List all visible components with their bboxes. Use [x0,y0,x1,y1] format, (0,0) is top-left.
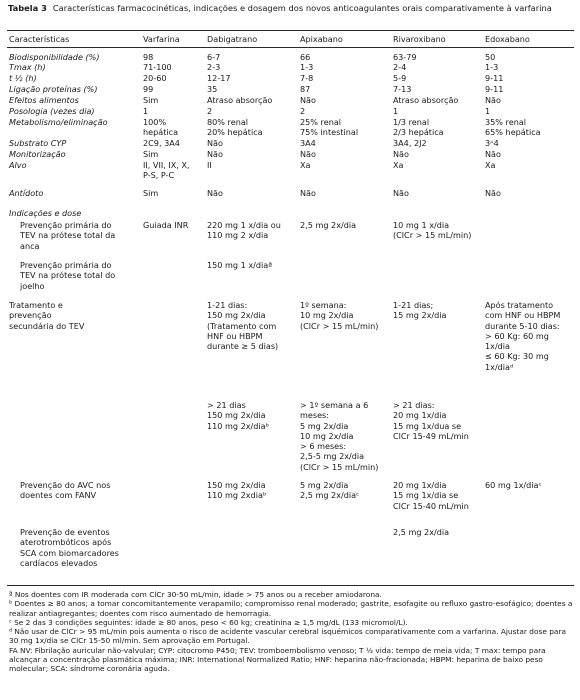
cell-apixabano: Não [300,95,316,105]
cell-dabigatrano: 150 mg 1 x/diaª [207,260,273,270]
cell-apixabano: 1º semana: 10 mg 2x/dia (ClCr > 15 mL/min) [300,300,379,331]
cell-rivaroxibano: Não [393,149,409,159]
cell-characteristic: Prevenção primária do TEV na prótese total da anca [20,220,116,251]
cell-apixabano: 7-8 [300,73,314,83]
cell-dabigatrano: 2-3 [207,62,221,72]
cell-apixabano: 2 [300,106,306,116]
cell-rivaroxibano: Atraso absorção [393,95,459,105]
cell-characteristic: Substrato CYP [9,138,67,148]
cell-varfarina: Sim [143,95,159,105]
cell-dabigatrano: 150 mg 2x/dia 110 mg 2xdiaᵇ [207,480,267,501]
cell-apixabano: Xa [300,160,311,170]
cell-edoxabano: 9-11 [485,84,504,94]
cell-apixabano: > 1º semana a 6 meses: 5 mg 2x/dia 10 mg 2x/dia > 6 meses: 2,5-5 mg 2x/dia (ClCr > 15 mL/min) [300,400,379,472]
cell-dabigatrano: Atraso absorção [207,95,273,105]
table-caption [8,3,574,14]
cell-dabigatrano: Não [207,149,223,159]
cell-dabigatrano: Não [207,138,223,148]
cell-rivaroxibano: Xa [393,160,404,170]
cell-edoxabano: Não [485,95,501,105]
cell-apixabano: 3A4 [300,138,316,148]
cell-apixabano: 66 [300,52,311,62]
cell-edoxabano: 1-3 [485,62,499,72]
footnote-c: ᶜ Se 2 das 3 condições seguintes: idade ≥ 80 anos, peso < 60 kg; creatinina ≥ 1,5 mg/dL (133 micromol/L). [9,617,408,627]
table-title: Características farmacocinéticas, indicações e dosagem dos novos anticoagulantes orais comparativamente à varfarina [52,3,552,13]
cell-varfarina: 71-100 [143,62,172,72]
cell-dabigatrano: 80% renal 20% hepática [207,117,263,138]
cell-rivaroxibano: 1 [393,106,399,116]
cell-rivaroxibano: Não [393,188,409,198]
cell-edoxabano: Após tratamento com HNF ou HBPM durante 5-10 dias: > 60 Kg: 60 mg 1x/dia ≤ 60 Kg: 30 mg 1x/diaᵈ [485,300,561,372]
cell-varfarina: 20-60 [143,73,167,83]
cell-characteristic: Posologia (vezes dia) [9,106,95,116]
cell-varfarina: 2C9, 3A4 [143,138,180,148]
cell-characteristic: t ½ (h) [9,73,37,83]
cell-edoxabano: Não [485,188,501,198]
cell-characteristic: Tmax (h) [9,62,46,72]
cell-edoxabano: 50 [485,52,496,62]
cell-rivaroxibano: 7-13 [393,84,412,94]
footnote-a: ª Nos doentes com IR moderada com ClCr 30-50 mL/min, idade > 75 anos ou a receber amiodarona. [9,590,382,599]
footnote-b: ᵇ Doentes ≥ 80 anos; a tomar concomitantemente verapamilo; compromisso renal moderado; gastrite, esofagite ou refluxo gastro-esofágico; doentes a realizar antiagregantes; doentes com risco aumentado de hemorragia. [9,599,573,618]
cell-varfarina: Sim [143,149,159,159]
cell-edoxabano: 60 mg 1x/diaᶜ [485,480,542,490]
header-apixabano: Apixabano [300,34,343,44]
cell-edoxabano: Xa [485,160,496,170]
cell-characteristic: Prevenção de eventos aterotrombóticos após SCA com biomarcadores cardíacos elevados [20,527,119,568]
header-dabigatrano: Dabigatrano [207,34,258,44]
cell-rivaroxibano: 2-4 [393,62,407,72]
footnote-d: ᵈ Não usar de ClCr > 95 mL/min pois aumenta o risco de acidente vascular cerebral isquémicos comparativamente com a varfarina. Ajustar dose para 30 mg 1x/dia se ClCr 15-50 ml/min. Sem aprovação em Portugal. [9,627,567,646]
cell-varfarina: 98 [143,52,154,62]
cell-dabigatrano: > 21 dias 150 mg 2x/dia 110 mg 2x/diaᵇ [207,400,270,431]
cell-rivaroxibano: 3A4, 2J2 [393,138,427,148]
cell-dabigatrano: Não [207,188,223,198]
cell-apixabano: Não [300,149,316,159]
cell-characteristic: Antídoto [9,188,44,198]
cell-rivaroxibano: 1-21 dias; 15 mg 2x/dia [393,300,447,321]
cell-varfarina: 99 [143,84,154,94]
cell-characteristic: Alvo [9,160,27,170]
cell-varfarina: Sim [143,188,159,198]
cell-edoxabano: 1 [485,106,491,116]
cell-rivaroxibano: 2,5 mg 2x/dia [393,527,450,537]
cell-dabigatrano: II [207,160,212,170]
cell-apixabano: Não [300,188,316,198]
cell-characteristic: Prevenção do AVC nos doentes com FANV [20,480,111,501]
cell-edoxabano: 9-11 [485,73,504,83]
cell-edoxabano: 3ᴬ4 [485,138,499,148]
header-characteristics: Características [9,34,70,44]
cell-dabigatrano: 1-21 dias: 150 mg 2x/dia (Tratamento com HNF ou HBPM durante ≥ 5 dias) [207,300,279,352]
cell-varfarina: Guiada INR [143,220,189,230]
cell-rivaroxibano: 20 mg 1x/dia 15 mg 1x/dia se ClCr 15-40 mL/min [393,480,469,511]
cell-rivaroxibano: 1/3 renal 2/3 hepática [393,117,444,138]
cell-rivaroxibano: 63-79 [393,52,417,62]
cell-apixabano: 87 [300,84,311,94]
bottom-rule [7,585,574,586]
header-rule [7,47,574,48]
cell-characteristic: Tratamento e prevenção secundária do TEV [9,300,85,331]
cell-edoxabano: 35% renal 65% hepática [485,117,541,138]
cell-characteristic: Ligação proteínas (%) [9,84,98,94]
table-label: Tabela 3 [8,3,47,13]
cell-dabigatrano: 35 [207,84,218,94]
cell-apixabano: 25% renal 75% intestinal [300,117,359,138]
cell-dabigatrano: 220 mg 1 x/dia ou 110 mg 2 x/dia [207,220,281,241]
cell-varfarina: 1 [143,106,149,116]
cell-rivaroxibano: 10 mg 1 x/dia (ClCr > 15 mL/min) [393,220,472,241]
cell-varfarina: 100% hepática [143,117,179,138]
cell-rivaroxibano: > 21 dias: 20 mg 1x/dia 15 mg 1x/dua se ClCr 15-49 mL/min [393,400,469,441]
cell-characteristic: Prevenção primária do TEV na prótese total do joelho [20,260,116,291]
header-rivaroxibano: Rivaroxibano [393,34,446,44]
cell-apixabano: 1-3 [300,62,314,72]
cell-characteristic: Indicações e dose [9,208,82,218]
cell-characteristic: Metabolismo/eliminação [9,117,108,127]
cell-apixabano: 5 mg 2x/dia 2,5 mg 2x/diaᶜ [300,480,360,501]
cell-dabigatrano: 2 [207,106,213,116]
cell-characteristic: Biodisponibilidade (%) [9,52,100,62]
cell-characteristic: Monitorização [9,149,66,159]
cell-apixabano: 2,5 mg 2x/dia [300,220,357,230]
cell-dabigatrano: 12-17 [207,73,231,83]
footnotes [9,590,574,674]
cell-edoxabano: Não [485,149,501,159]
header-varfarina: Varfarina [143,34,180,44]
cell-characteristic: Efeitos alimentos [9,95,79,105]
cell-varfarina: II, VII, IX, X, P-S, P-C [143,160,190,181]
top-rule [7,30,574,31]
cell-rivaroxibano: 5-9 [393,73,407,83]
footnote-abbreviations: FA NV: Fibrilação auricular não-valvular; CYP: citocromo P450; TEV: tromboembolismo venoso; T ½ vida: tempo de meia vida; T max: tempo para alcançar a concentração plasmática máxima; INR: International Normalized Ratio; HNF: heparina não-fracionada; HBPM: heparina de baixo peso molecular; SCA: síndrome coronária aguda. [9,645,546,674]
cell-dabigatrano: 6-7 [207,52,221,62]
header-edoxabano: Edoxabano [485,34,530,44]
